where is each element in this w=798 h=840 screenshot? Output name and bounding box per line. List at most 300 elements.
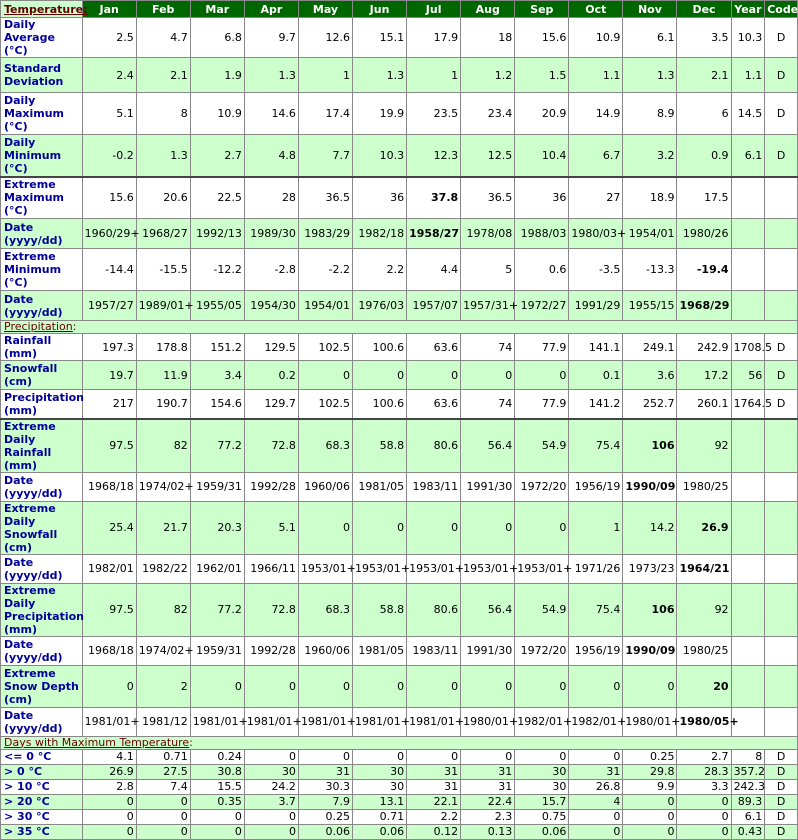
- value-cell: -19.4: [677, 249, 731, 291]
- value-cell: 8: [136, 93, 190, 135]
- code-cell: D: [765, 93, 798, 135]
- value-cell: 15.7: [515, 794, 569, 809]
- value-cell: 12.3: [407, 135, 461, 177]
- value-cell: 7.4: [136, 779, 190, 794]
- value-cell: 1981/01+: [82, 707, 136, 736]
- value-cell: 18.9: [623, 177, 677, 219]
- value-cell: 4.8: [244, 135, 298, 177]
- value-cell: 1954/01: [298, 291, 352, 321]
- value-cell: 1992/28: [244, 636, 298, 665]
- value-cell: 75.4: [569, 419, 623, 473]
- value-cell: 1973/23: [623, 554, 677, 583]
- value-cell: 1954/01: [623, 219, 677, 249]
- code-cell: [765, 219, 798, 249]
- value-cell: 1982/18: [353, 219, 407, 249]
- value-cell: 74: [461, 334, 515, 361]
- value-cell: 1953/01+: [407, 554, 461, 583]
- value-cell: 0: [353, 665, 407, 707]
- code-cell: D: [765, 361, 798, 390]
- year-value-cell: [731, 636, 765, 665]
- value-cell: 7.7: [298, 135, 352, 177]
- row-label: Daily Minimum (°C): [1, 135, 83, 177]
- value-cell: 141.1: [569, 334, 623, 361]
- value-cell: 31: [298, 764, 352, 779]
- days-max-temp-section-title: Days with Maximum Temperature:: [1, 736, 798, 749]
- value-cell: 1982/22: [136, 554, 190, 583]
- value-cell: 31: [407, 764, 461, 779]
- table-row: [1, 501, 798, 554]
- code-cell: [765, 249, 798, 291]
- value-cell: 15.5: [190, 779, 244, 794]
- value-cell: 0.06: [515, 824, 569, 839]
- value-cell: 3.2: [623, 135, 677, 177]
- value-cell: 12.6: [298, 18, 352, 58]
- table-row: [1, 472, 798, 501]
- table-row: [1, 18, 798, 58]
- value-cell: 1981/01+: [244, 707, 298, 736]
- value-cell: 36.5: [298, 177, 352, 219]
- value-cell: 31: [461, 779, 515, 794]
- code-cell: [765, 636, 798, 665]
- value-cell: 30.3: [298, 779, 352, 794]
- value-cell: 1976/03: [353, 291, 407, 321]
- value-cell: 1978/08: [461, 219, 515, 249]
- value-cell: 1992/28: [244, 472, 298, 501]
- value-cell: 106: [623, 583, 677, 636]
- table-row: [1, 554, 798, 583]
- value-cell: 0: [515, 501, 569, 554]
- row-label: > 0 °C: [1, 764, 83, 779]
- value-cell: 31: [461, 764, 515, 779]
- value-cell: 4: [569, 794, 623, 809]
- value-cell: 0: [569, 665, 623, 707]
- value-cell: 25.4: [82, 501, 136, 554]
- code-cell: [765, 501, 798, 554]
- table-row: [1, 177, 798, 219]
- value-cell: 1981/01+: [298, 707, 352, 736]
- value-cell: 0: [461, 361, 515, 390]
- value-cell: 10.9: [190, 93, 244, 135]
- year-value-cell: [731, 291, 765, 321]
- year-value-cell: 6.1: [731, 809, 765, 824]
- table-row: [1, 794, 798, 809]
- value-cell: 106: [623, 419, 677, 473]
- month-header: Sep: [515, 1, 569, 18]
- value-cell: 2.7: [677, 749, 731, 764]
- table-row: [1, 749, 798, 764]
- value-cell: 2.8: [82, 779, 136, 794]
- year-value-cell: 1.1: [731, 58, 765, 93]
- month-header: Nov: [623, 1, 677, 18]
- value-cell: 1992/13: [190, 219, 244, 249]
- value-cell: 26.8: [569, 779, 623, 794]
- value-cell: 0: [244, 665, 298, 707]
- value-cell: 54.9: [515, 419, 569, 473]
- value-cell: 56.4: [461, 583, 515, 636]
- value-cell: 1983/29: [298, 219, 352, 249]
- value-cell: 31: [569, 764, 623, 779]
- value-cell: 129.7: [244, 390, 298, 419]
- value-cell: 1981/12: [136, 707, 190, 736]
- code-cell: D: [765, 390, 798, 419]
- value-cell: 0: [298, 501, 352, 554]
- value-cell: 0.06: [298, 824, 352, 839]
- days-max-temp-section-row: [1, 736, 798, 749]
- month-header: Dec: [677, 1, 731, 18]
- value-cell: 1959/31: [190, 472, 244, 501]
- value-cell: -2.8: [244, 249, 298, 291]
- value-cell: 14.2: [623, 501, 677, 554]
- value-cell: 0: [298, 665, 352, 707]
- value-cell: 15.1: [353, 18, 407, 58]
- value-cell: 1.3: [244, 58, 298, 93]
- value-cell: 2.2: [353, 249, 407, 291]
- value-cell: 0: [298, 361, 352, 390]
- value-cell: 21.7: [136, 501, 190, 554]
- value-cell: 151.2: [190, 334, 244, 361]
- value-cell: 30: [515, 764, 569, 779]
- value-cell: 9.9: [623, 779, 677, 794]
- value-cell: 1964/21: [677, 554, 731, 583]
- value-cell: 0.2: [244, 361, 298, 390]
- value-cell: 6.8: [190, 18, 244, 58]
- value-cell: 0.24: [190, 749, 244, 764]
- value-cell: 2.2: [407, 809, 461, 824]
- value-cell: 1953/01+: [461, 554, 515, 583]
- value-cell: 0.12: [407, 824, 461, 839]
- row-label: Date (yyyy/dd): [1, 554, 83, 583]
- value-cell: 0: [82, 809, 136, 824]
- code-cell: D: [765, 779, 798, 794]
- table-row: [1, 824, 798, 839]
- code-cell: D: [765, 809, 798, 824]
- value-cell: 36.5: [461, 177, 515, 219]
- value-cell: 0: [461, 665, 515, 707]
- value-cell: 1980/03+: [569, 219, 623, 249]
- value-cell: 1983/11: [407, 472, 461, 501]
- value-cell: 30: [353, 779, 407, 794]
- table-row: [1, 390, 798, 419]
- row-label: Date (yyyy/dd): [1, 707, 83, 736]
- value-cell: 92: [677, 583, 731, 636]
- year-value-cell: [731, 472, 765, 501]
- row-label: Rainfall (mm): [1, 334, 83, 361]
- row-label: Date (yyyy/dd): [1, 636, 83, 665]
- value-cell: -12.2: [190, 249, 244, 291]
- value-cell: 1968/18: [82, 472, 136, 501]
- value-cell: 1.9: [190, 58, 244, 93]
- row-label: Date (yyyy/dd): [1, 291, 83, 321]
- value-cell: 29.8: [623, 764, 677, 779]
- value-cell: 1972/20: [515, 472, 569, 501]
- value-cell: 0: [82, 824, 136, 839]
- value-cell: 1991/29: [569, 291, 623, 321]
- year-value-cell: [731, 219, 765, 249]
- value-cell: 0: [407, 361, 461, 390]
- value-cell: 1988/03: [515, 219, 569, 249]
- value-cell: 0: [136, 794, 190, 809]
- value-cell: 58.8: [353, 419, 407, 473]
- value-cell: 27.5: [136, 764, 190, 779]
- table-row: [1, 249, 798, 291]
- month-header: Jul: [407, 1, 461, 18]
- value-cell: 7.9: [298, 794, 352, 809]
- year-value-cell: [731, 177, 765, 219]
- value-cell: 12.5: [461, 135, 515, 177]
- year-value-cell: 1764.5: [731, 390, 765, 419]
- value-cell: 20.9: [515, 93, 569, 135]
- value-cell: 20.3: [190, 501, 244, 554]
- value-cell: 20.6: [136, 177, 190, 219]
- value-cell: 1982/01: [82, 554, 136, 583]
- year-value-cell: 242.3: [731, 779, 765, 794]
- row-label: Extreme Maximum (°C): [1, 177, 83, 219]
- table-row: [1, 809, 798, 824]
- code-cell: D: [765, 824, 798, 839]
- value-cell: 1962/01: [190, 554, 244, 583]
- month-header: Jun: [353, 1, 407, 18]
- row-label: > 10 °C: [1, 779, 83, 794]
- row-label: Precipitation (mm): [1, 390, 83, 419]
- year-value-cell: [731, 554, 765, 583]
- value-cell: 1959/31: [190, 636, 244, 665]
- row-label: > 20 °C: [1, 794, 83, 809]
- value-cell: 0: [515, 749, 569, 764]
- value-cell: 63.6: [407, 334, 461, 361]
- value-cell: 0: [190, 809, 244, 824]
- value-cell: 77.2: [190, 419, 244, 473]
- value-cell: -3.5: [569, 249, 623, 291]
- month-header: Jan: [82, 1, 136, 18]
- code-cell: D: [765, 764, 798, 779]
- value-cell: 1981/01+: [190, 707, 244, 736]
- value-cell: 0: [298, 749, 352, 764]
- value-cell: 23.5: [407, 93, 461, 135]
- table-row: [1, 93, 798, 135]
- value-cell: 97.5: [82, 419, 136, 473]
- value-cell: 0: [623, 665, 677, 707]
- value-cell: 1989/30: [244, 219, 298, 249]
- value-cell: 100.6: [353, 390, 407, 419]
- value-cell: 1957/31+: [461, 291, 515, 321]
- value-cell: 0: [244, 824, 298, 839]
- value-cell: 0: [82, 665, 136, 707]
- row-label: Extreme Daily Precipitation (mm): [1, 583, 83, 636]
- value-cell: 1972/20: [515, 636, 569, 665]
- value-cell: 1974/02+: [136, 636, 190, 665]
- value-cell: 54.9: [515, 583, 569, 636]
- table-row: [1, 334, 798, 361]
- value-cell: 1971/26: [569, 554, 623, 583]
- value-cell: 129.5: [244, 334, 298, 361]
- month-header: Feb: [136, 1, 190, 18]
- precipitation-section-title: Precipitation:: [1, 321, 798, 334]
- value-cell: 24.2: [244, 779, 298, 794]
- year-value-cell: [731, 665, 765, 707]
- value-cell: 0: [623, 794, 677, 809]
- value-cell: 1974/02+: [136, 472, 190, 501]
- value-cell: 1991/30: [461, 636, 515, 665]
- value-cell: 252.7: [623, 390, 677, 419]
- table-row: [1, 291, 798, 321]
- code-cell: [765, 472, 798, 501]
- value-cell: 22.5: [190, 177, 244, 219]
- value-cell: 0: [461, 501, 515, 554]
- month-header: May: [298, 1, 352, 18]
- value-cell: 1953/01+: [353, 554, 407, 583]
- value-cell: 1960/06: [298, 472, 352, 501]
- value-cell: 3.3: [677, 779, 731, 794]
- value-cell: 3.5: [677, 18, 731, 58]
- value-cell: 80.6: [407, 419, 461, 473]
- value-cell: 72.8: [244, 583, 298, 636]
- value-cell: 0: [82, 794, 136, 809]
- value-cell: 1953/01+: [298, 554, 352, 583]
- value-cell: 0: [677, 794, 731, 809]
- table-row: [1, 779, 798, 794]
- temperature-section-title: Temperature:: [1, 1, 83, 18]
- value-cell: 0: [569, 809, 623, 824]
- value-cell: 11.9: [136, 361, 190, 390]
- year-value-cell: 1708.5: [731, 334, 765, 361]
- value-cell: 1983/11: [407, 636, 461, 665]
- value-cell: 19.9: [353, 93, 407, 135]
- value-cell: 3.7: [244, 794, 298, 809]
- value-cell: 15.6: [515, 18, 569, 58]
- value-cell: 1980/26: [677, 219, 731, 249]
- value-cell: 1989/01+: [136, 291, 190, 321]
- value-cell: 1980/01+: [623, 707, 677, 736]
- value-cell: 0: [677, 824, 731, 839]
- value-cell: 1980/05+: [677, 707, 731, 736]
- value-cell: 27: [569, 177, 623, 219]
- value-cell: 75.4: [569, 583, 623, 636]
- value-cell: 2: [136, 665, 190, 707]
- code-cell: [765, 419, 798, 473]
- value-cell: 26.9: [677, 501, 731, 554]
- value-cell: 0: [461, 749, 515, 764]
- value-cell: 6.7: [569, 135, 623, 177]
- value-cell: 1960/06: [298, 636, 352, 665]
- value-cell: 1.3: [353, 58, 407, 93]
- value-cell: 5.1: [82, 93, 136, 135]
- value-cell: 19.7: [82, 361, 136, 390]
- value-cell: 249.1: [623, 334, 677, 361]
- code-cell: D: [765, 58, 798, 93]
- value-cell: 17.2: [677, 361, 731, 390]
- value-cell: 1953/01+: [515, 554, 569, 583]
- table-row: [1, 135, 798, 177]
- row-label: Date (yyyy/dd): [1, 219, 83, 249]
- value-cell: 0: [569, 749, 623, 764]
- value-cell: 0.35: [190, 794, 244, 809]
- value-cell: 1957/07: [407, 291, 461, 321]
- value-cell: 154.6: [190, 390, 244, 419]
- month-header: Apr: [244, 1, 298, 18]
- year-value-cell: 14.5: [731, 93, 765, 135]
- value-cell: 0: [515, 665, 569, 707]
- value-cell: 15.6: [82, 177, 136, 219]
- code-cell: D: [765, 18, 798, 58]
- value-cell: 8.9: [623, 93, 677, 135]
- value-cell: 30: [515, 779, 569, 794]
- code-cell: [765, 177, 798, 219]
- table-row: [1, 58, 798, 93]
- table-row: [1, 665, 798, 707]
- table-row: [1, 583, 798, 636]
- value-cell: 0.25: [623, 749, 677, 764]
- value-cell: 2.1: [136, 58, 190, 93]
- temperature-section-label: Temperature: [4, 2, 84, 16]
- value-cell: 1968/18: [82, 636, 136, 665]
- row-label: Daily Average (°C): [1, 18, 83, 58]
- value-cell: 0: [244, 809, 298, 824]
- value-cell: 3.6: [623, 361, 677, 390]
- value-cell: 77.2: [190, 583, 244, 636]
- value-cell: 4.4: [407, 249, 461, 291]
- value-cell: 30.8: [190, 764, 244, 779]
- value-cell: 1991/30: [461, 472, 515, 501]
- value-cell: 37.8: [407, 177, 461, 219]
- value-cell: 1990/09: [623, 472, 677, 501]
- code-cell: [765, 665, 798, 707]
- year-header: Year: [731, 1, 765, 18]
- value-cell: 58.8: [353, 583, 407, 636]
- value-cell: 1980/25: [677, 636, 731, 665]
- row-label: Extreme Daily Rainfall (mm): [1, 419, 83, 473]
- year-value-cell: [731, 501, 765, 554]
- value-cell: 0.06: [353, 824, 407, 839]
- value-cell: 6.1: [623, 18, 677, 58]
- value-cell: 1.1: [569, 58, 623, 93]
- value-cell: 31: [407, 779, 461, 794]
- value-cell: 6: [677, 93, 731, 135]
- value-cell: 80.6: [407, 583, 461, 636]
- year-value-cell: 357.2: [731, 764, 765, 779]
- value-cell: 1: [569, 501, 623, 554]
- value-cell: 72.8: [244, 419, 298, 473]
- code-cell: [765, 583, 798, 636]
- value-cell: 0.6: [515, 249, 569, 291]
- value-cell: 217: [82, 390, 136, 419]
- month-header: Oct: [569, 1, 623, 18]
- value-cell: 0.75: [515, 809, 569, 824]
- value-cell: -14.4: [82, 249, 136, 291]
- value-cell: 0: [353, 749, 407, 764]
- value-cell: 82: [136, 583, 190, 636]
- code-cell: D: [765, 794, 798, 809]
- row-label: <= 0 °C: [1, 749, 83, 764]
- value-cell: 14.9: [569, 93, 623, 135]
- value-cell: 1981/05: [353, 636, 407, 665]
- value-cell: 92: [677, 419, 731, 473]
- year-value-cell: [731, 583, 765, 636]
- value-cell: 1981/01+: [407, 707, 461, 736]
- value-cell: 30: [353, 764, 407, 779]
- value-cell: 1956/19: [569, 472, 623, 501]
- year-value-cell: 56: [731, 361, 765, 390]
- value-cell: 1: [298, 58, 352, 93]
- value-cell: 22.4: [461, 794, 515, 809]
- value-cell: 5: [461, 249, 515, 291]
- precipitation-section-label: Precipitation: [4, 320, 73, 333]
- value-cell: 1.5: [515, 58, 569, 93]
- value-cell: 102.5: [298, 390, 352, 419]
- code-cell: [765, 291, 798, 321]
- value-cell: 197.3: [82, 334, 136, 361]
- value-cell: 4.1: [82, 749, 136, 764]
- value-cell: 22.1: [407, 794, 461, 809]
